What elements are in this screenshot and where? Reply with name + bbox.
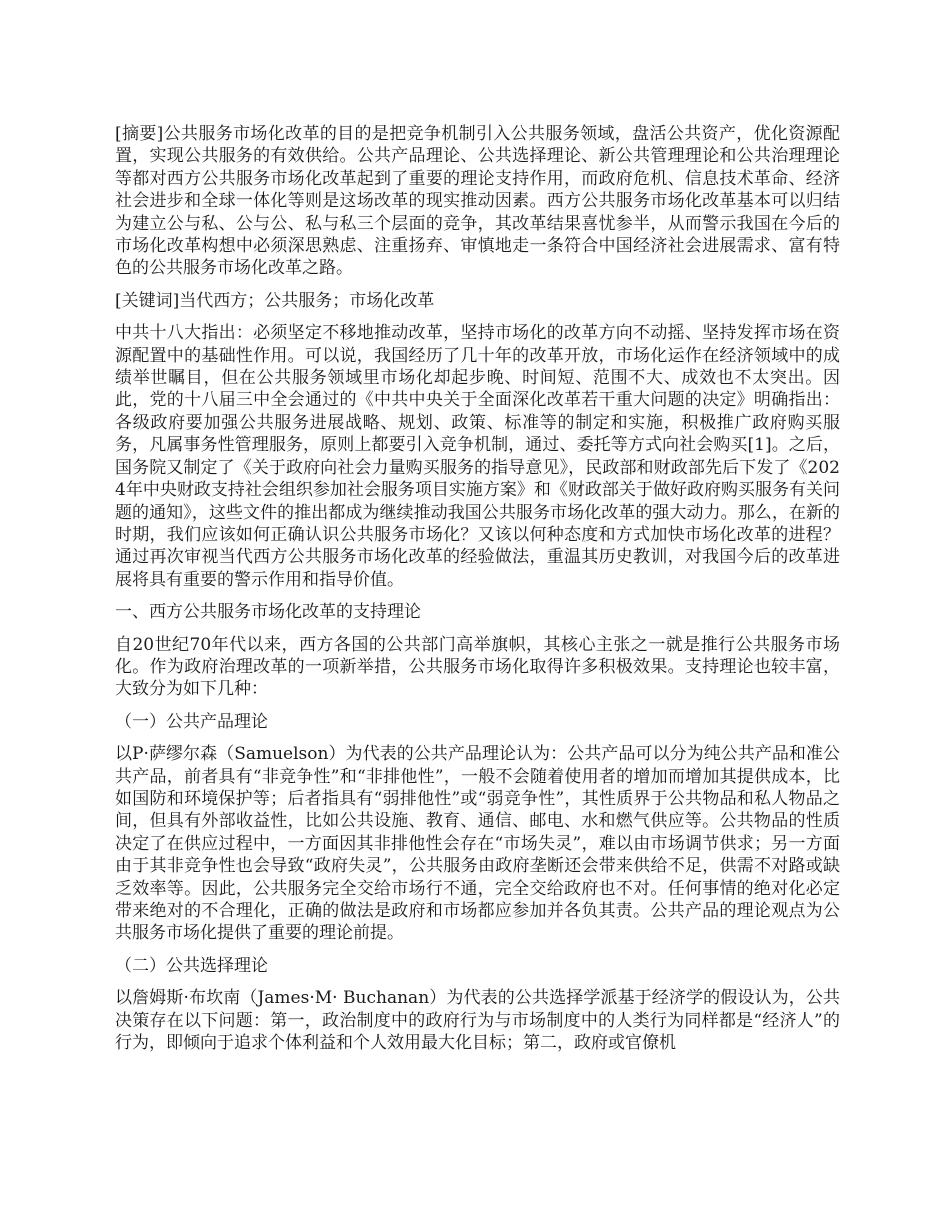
subsection-1-paragraph: 以P·萨缪尔森（Samuelson）为代表的公共产品理论认为：公共产品可以分为纯公共产品和准公共产品，前者具有“非竞争性”和“非排他性”，一般不会随着使用者的增加而增加其提供成本，比如国防和环境保护等；后者指具有“弱排他性”或“弱竞争性”，其性质界于公共物品和私人物品之间，但具有外部收益性，比如公共设施、教育、通信、邮电、水和燃气供应等。公共物品的性质决定了在供应过程中，一方面因其非排他性会存在“市场失灵”，难以由市场调节供求；另一方面由于其非竞争性也会导致“政府失灵”，公共服务由政府垄断还会带来供给不足，供需不对路或缺乏效率等。因此，公共服务完全交给市场行不通，完全交给政府也不对。任何事情的绝对化必定带来绝对的不合理化，正确的做法是政府和市场都应参加并各负其责。公共产品的理论观点为公共服务市场化提供了重要的理论前提。 (115, 744, 840, 944)
document-page (115, 123, 840, 1064)
intro-paragraph: 中共十八大指出：必须坚定不移地推动改革，坚持市场化的改革方向不动摇、坚持发挥市场在资源配置中的基础性作用。可以说，我国经历了几十年的改革开放，市场化运作在经济领域中的成绩举世瞩目，但在公共服务领域里市场化却起步晚、时间短、范围不大、成效也不太突出。因此，党的十八届三中全会通过的《中共中央关于全面深化改革若干重大问题的决定》明确指出：各级政府要加强公共服务进展战略、规划、政策、标准等的制定和实施，积极推广政府购买服务，凡属事务性管理服务，原则上都要引入竞争机制，通过、委托等方式向社会购买[1]。之后，国务院又制定了《关于政府向社会力量购买服务的指导意见》，民政部和财政部先后下发了《2024年中央财政支持社会组织参加社会服务项目实施方案》和《财政部关于做好政府购买服务有关问题的通知》，这些文件的推出都成为继续推动我国公共服务市场化改革的强大动力。那么，在新的时期，我们应该如何正确认识公共服务市场化？又该以何种态度和方式加快市场化改革的进程？通过再次审视当代西方公共服务市场化改革的经验做法，重温其历史教训，对我国今后的改革进展将具有重要的警示作用和指导价值。 (115, 323, 840, 590)
subsection-1-heading: （一）公共产品理论 (115, 711, 268, 732)
section-1-heading: 一、西方公共服务市场化改革的支持理论 (115, 602, 421, 623)
abstract-paragraph: [摘要]公共服务市场化改革的目的是把竞争机制引入公共服务领域，盘活公共资产，优化资源配置，实现公共服务的有效供给。公共产品理论、公共选择理论、新公共管理理论和公共治理理论等都对西方公共服务市场化改革起到了重要的理论支持作用，而政府危机、信息技术革命、经济社会进步和全球一体化等则是这场改革的现实推动因素。西方公共服务市场化改革基本可以归结为建立公与私、公与公、私与私三个层面的竞争，其改革结果喜忧参半，从而警示我国在今后的市场化改革构想中必须深思熟虑、注重扬弃、审慎地走一条符合中国经济社会进展需求、富有特色的公共服务市场化改革之路。 (115, 124, 840, 279)
subsection-2-heading: （二）公共选择理论 (115, 955, 268, 976)
subsection-2-paragraph: 以詹姆斯·布坎南（James·M· Buchanan）为代表的公共选择学派基于经济学的假设认为，公共决策存在以下问题：第一，政治制度中的政府行为与市场制度中的人类行为同样都是“经济人”的行为，即倾向于追求个体利益和个人效用最大化目标；第二，政府或官僚机 (115, 988, 840, 1054)
keywords-line: [关键词]当代西方；公共服务；市场化改革 (115, 290, 435, 311)
section-1-paragraph: 自20世纪70年代以来，西方各国的公共部门高举旗帜，其核心主张之一就是推行公共服务市场化。作为政府治理改革的一项新举措，公共服务市场化取得许多积极效果。支持理论也较丰富，大致分为如下几种： (115, 634, 840, 700)
